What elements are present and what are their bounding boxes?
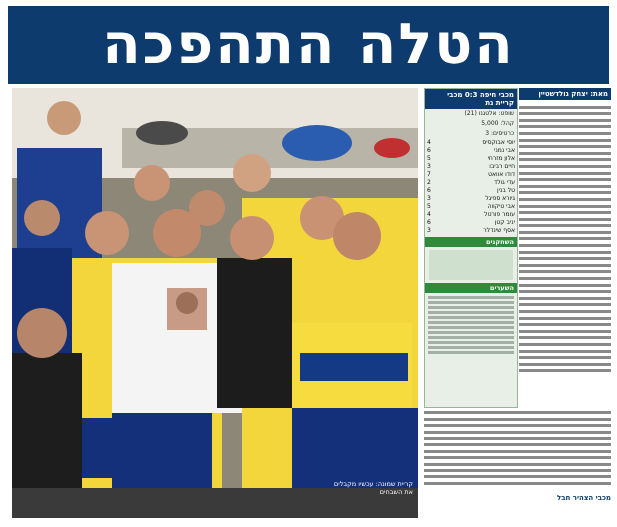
table-row: 7 דודו אוואט: [427, 171, 515, 178]
headline: הטלה התהפכה: [102, 12, 515, 77]
table-row: 4 יוסי אבוקסיס: [427, 139, 515, 146]
headline-banner: [8, 6, 609, 84]
article-column: [519, 102, 611, 402]
article-subhead: מכבי הצהיר חבל: [556, 494, 611, 502]
mini-graphic: [429, 250, 513, 280]
stats-line: קהל: 5,000: [481, 120, 514, 127]
byline: מאת: יצחק גולדשטיין: [519, 88, 611, 100]
table-row: 3 גיורא ספיגל: [427, 195, 515, 202]
stats-line: כרטיסים: 3: [485, 130, 514, 137]
stats-section-band: השערים: [425, 283, 517, 293]
table-row: 4 עומר פורטל: [427, 211, 515, 218]
match-stats-box: [424, 88, 518, 408]
team-celebration-photo: [12, 88, 418, 518]
article-column-bottom: [424, 408, 611, 520]
table-row: 5 אבי טיקווה: [427, 203, 515, 210]
stats-notes: [425, 293, 517, 357]
photo-caption: קריית שמונה: עכשיו מקבלים את השבחים: [333, 480, 413, 496]
table-row: 6 יניב קטן: [427, 219, 515, 226]
stats-line: שופט: אלטגנו (21): [464, 110, 514, 117]
stats-section-band: השחקנים: [425, 237, 517, 247]
table-row: 6 טל בנין: [427, 187, 515, 194]
photo-illustration: [12, 88, 418, 518]
stats-title: מכבי חיפה 0:3 מכבי קריית גת: [425, 89, 517, 109]
table-row: 6 אבי נמני: [427, 147, 515, 154]
table-row: 3 אסף שינדלר: [427, 227, 515, 234]
player-ratings-table: [425, 139, 517, 235]
table-row: 3 חיים רביבו: [427, 163, 515, 170]
table-row: 5 אלון מזרחי: [427, 155, 515, 162]
table-row: 2 עדי גולד: [427, 179, 515, 186]
